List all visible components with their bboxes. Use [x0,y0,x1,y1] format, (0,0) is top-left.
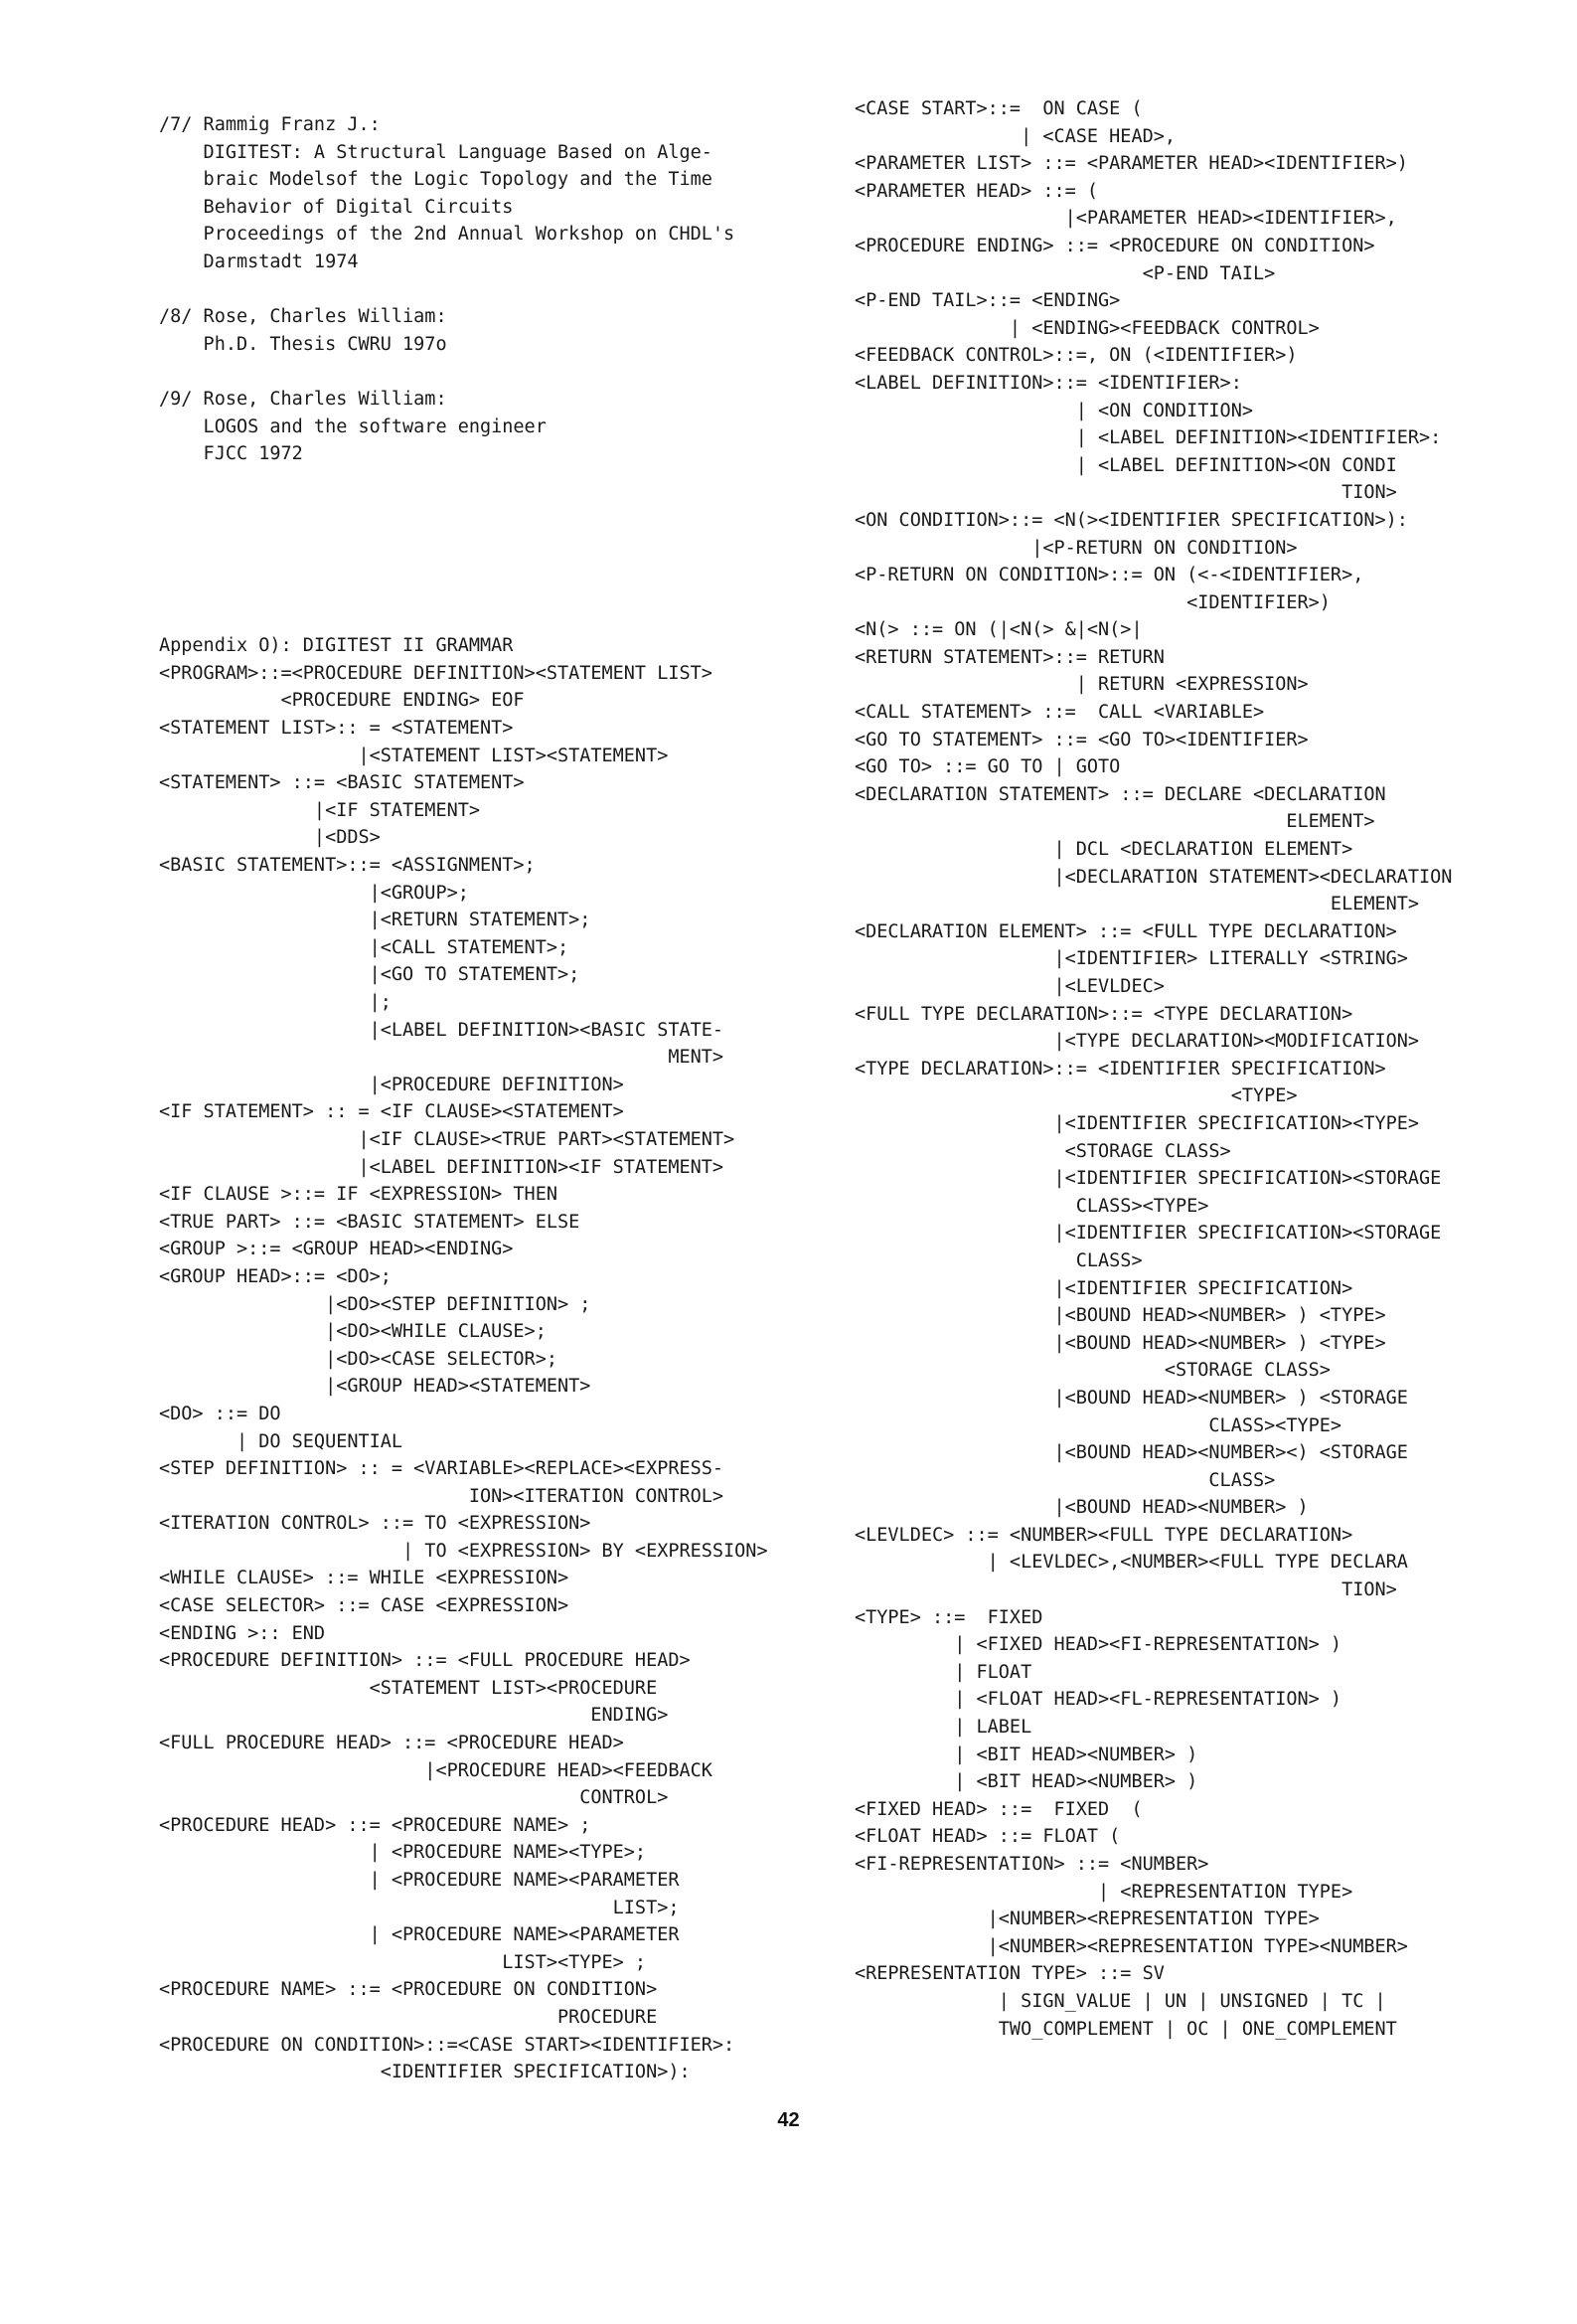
text-line: |<RETURN STATEMENT>; [159,910,591,931]
text-line: <DECLARATION STATEMENT> ::= DECLARE <DECLARATION [855,783,1386,805]
text-line: <PROCEDURE DEFINITION> ::= <FULL PROCEDURE HEAD> [159,1650,691,1672]
text-line: <P-END TAIL> [855,262,1276,284]
text-line: | <REPRESENTATION TYPE> [855,1881,1353,1903]
text-line: | SIGN_VALUE | UN | UNSIGNED | TC | [855,1990,1386,2012]
text-line: |<BOUND HEAD><NUMBER> ) <STORAGE [855,1387,1408,1409]
text-line: | <LABEL DEFINITION><IDENTIFIER>: [855,427,1442,449]
text-line: <DO> ::= DO [159,1403,281,1424]
text-line: |<DO><STEP DEFINITION> ; [159,1293,591,1315]
text-line: <GROUP HEAD>::= <DO>; [159,1265,392,1287]
text-line: <FULL PROCEDURE HEAD> ::= <PROCEDURE HEAD> [159,1733,624,1754]
text-line: FJCC 1972 [159,443,303,465]
text-line: |<PROCEDURE DEFINITION> [159,1074,624,1095]
text-line: <STORAGE CLASS> [855,1140,1231,1162]
text-line: | FLOAT [855,1661,1032,1683]
text-line: |<CALL STATEMENT>; [159,936,569,958]
text-line: |<IDENTIFIER SPECIFICATION><TYPE> [855,1112,1420,1134]
text-line: <LEVLDEC> ::= <NUMBER><FULL TYPE DECLARATION> [855,1524,1353,1546]
text-line: |<GO TO STATEMENT>; [159,964,580,986]
text-line: <PROGRAM>::=<PROCEDURE DEFINITION><STATEMENT LIST> [159,662,712,684]
text-line: TION> [855,482,1397,504]
text-line: <RETURN STATEMENT>::= RETURN [855,646,1165,668]
text-line: <PROCEDURE ENDING> EOF [159,690,525,712]
text-line: <IF CLAUSE >::= IF <EXPRESSION> THEN [159,1184,557,1206]
text-line: |<IF CLAUSE><TRUE PART><STATEMENT> [159,1128,735,1150]
text-line: | <PROCEDURE NAME><PARAMETER [159,1870,680,1891]
text-line: |<LEVLDEC> [855,976,1165,997]
text-line: <IDENTIFIER SPECIFICATION>): [159,2062,691,2083]
text-line: |<IDENTIFIER SPECIFICATION><STORAGE [855,1223,1442,1245]
text-line: <GROUP >::= <GROUP HEAD><ENDING> [159,1239,514,1260]
text-line: ION><ITERATION CONTROL> [159,1485,724,1507]
text-line: <STATEMENT> ::= <BASIC STATEMENT> [159,772,525,794]
text-line: <IDENTIFIER>) [855,591,1331,613]
text-line: PROCEDURE [159,2006,658,2028]
text-line: | <ON CONDITION> [855,400,1253,421]
text-line: |<DO><WHILE CLAUSE>; [159,1321,547,1343]
text-line: <FIXED HEAD> ::= FIXED ( [855,1798,1143,1820]
text-line: <PROCEDURE NAME> ::= <PROCEDURE ON CONDITION> [159,1979,658,2001]
text-line: <PARAMETER LIST> ::= <PARAMETER HEAD><IDENTIFIER>) [855,153,1408,175]
text-line: |<DDS> [159,827,381,849]
text-line: CONTROL> [159,1787,669,1809]
text-line: Proceedings of the 2nd Annual Workshop on CHDL's [159,224,735,246]
text-line: <PROCEDURE ENDING> ::= <PROCEDURE ON CONDITION> [855,235,1375,256]
text-line [159,578,855,605]
text-line: /9/ Rose, Charles William: [159,388,447,410]
text-line: <GO TO> ::= GO TO | GOTO [855,756,1121,778]
text-line: <GO TO STATEMENT> ::= <GO TO><IDENTIFIER> [855,729,1309,750]
text-line: braic Modelsof the Logic Topology and the Time [159,169,712,191]
text-line [159,551,855,579]
text-line: | <LABEL DEFINITION><ON CONDI [855,454,1397,476]
text-line: <CASE SELECTOR> ::= CASE <EXPRESSION> [159,1595,569,1617]
text-line: /7/ Rammig Franz J.: [159,114,381,135]
text-line: <STORAGE CLASS> [855,1360,1331,1382]
text-line: <FLOAT HEAD> ::= FLOAT ( [855,1826,1121,1848]
text-line: | <PROCEDURE NAME><PARAMETER [159,1924,680,1946]
text-line: | <ENDING><FEEDBACK CONTROL> [855,317,1320,339]
text-line: <P-END TAIL>::= <ENDING> [855,290,1121,312]
text-line: |<NUMBER><REPRESENTATION TYPE> [855,1909,1320,1930]
text-line: DIGITEST: A Structural Language Based on Alge- [159,141,712,163]
text-line: <FI-REPRESENTATION> ::= <NUMBER> [855,1854,1209,1875]
text-line: TION> [855,1579,1397,1601]
text-line: <REPRESENTATION TYPE> ::= SV [855,1963,1165,1985]
text-line: | TO <EXPRESSION> BY <EXPRESSION> [159,1540,768,1562]
text-line: |<PARAMETER HEAD><IDENTIFIER>, [855,208,1397,230]
text-line: |<TYPE DECLARATION><MODIFICATION> [855,1031,1420,1053]
text-line: <PARAMETER HEAD> ::= ( [855,180,1099,202]
text-line: <CASE START>::= ON CASE ( [855,98,1143,119]
text-line: |<NUMBER><REPRESENTATION TYPE><NUMBER> [855,1935,1408,1957]
text-line: ELEMENT> [855,811,1375,833]
text-line: | <FLOAT HEAD><FL-REPRESENTATION> ) [855,1689,1342,1711]
left-column [159,111,855,2086]
text-line: <IF STATEMENT> :: = <IF CLAUSE><STATEMENT> [159,1101,624,1123]
text-line: | <BIT HEAD><NUMBER> ) [855,1743,1198,1765]
text-line: <P-RETURN ON CONDITION>::= ON (<-<IDENTIFIER>, [855,565,1364,586]
text-line [159,523,855,551]
text-line: | <BIT HEAD><NUMBER> ) [855,1771,1198,1793]
text-line: | DCL <DECLARATION ELEMENT> [855,839,1353,861]
text-line: <TRUE PART> ::= <BASIC STATEMENT> ELSE [159,1211,580,1233]
text-line: | <FIXED HEAD><FI-REPRESENTATION> ) [855,1634,1342,1656]
text-line: |<BOUND HEAD><NUMBER> ) [855,1497,1309,1519]
text-line: | DO SEQUENTIAL [159,1430,403,1452]
text-line: LOGOS and the software engineer [159,415,547,437]
text-line: <TYPE> ::= FIXED [855,1606,1043,1628]
text-line: <TYPE DECLARATION>::= <IDENTIFIER SPECIFICATION> [855,1058,1386,1079]
text-line [159,495,855,523]
text-line: |<IDENTIFIER SPECIFICATION><STORAGE [855,1168,1442,1190]
text-line: ENDING> [159,1705,669,1727]
text-line: <BASIC STATEMENT>::= <ASSIGNMENT>; [159,855,536,877]
text-line: Appendix O): DIGITEST II GRAMMAR [159,635,514,657]
text-line [159,276,855,304]
text-line: <ITERATION CONTROL> ::= TO <EXPRESSION> [159,1513,591,1535]
text-line: <FEEDBACK CONTROL>::=, ON (<IDENTIFIER>) [855,345,1298,367]
text-line: |<DECLARATION STATEMENT><DECLARATION [855,866,1453,888]
text-line: <LABEL DEFINITION>::= <IDENTIFIER>: [855,372,1242,394]
text-line: |<BOUND HEAD><NUMBER> ) <TYPE> [855,1332,1386,1354]
text-line: |<DO><CASE SELECTOR>; [159,1348,557,1370]
text-line: CLASS><TYPE> [855,1414,1342,1436]
text-line: |<GROUP HEAD><STATEMENT> [159,1376,591,1398]
text-line: <N(> ::= ON (|<N(> &|<N(>| [855,619,1143,641]
text-line: LIST>; [159,1897,680,1918]
text-line: <PROCEDURE HEAD> ::= <PROCEDURE NAME> ; [159,1814,591,1836]
text-line: |<STATEMENT LIST><STATEMENT> [159,745,669,766]
text-line: <WHILE CLAUSE> ::= WHILE <EXPRESSION> [159,1568,569,1589]
text-line: | <LEVLDEC>,<NUMBER><FULL TYPE DECLARA [855,1552,1408,1574]
text-line: |<IDENTIFIER> LITERALLY <STRING> [855,948,1408,970]
text-line: |<LABEL DEFINITION><IF STATEMENT> [159,1156,724,1178]
right-column [855,95,1550,2043]
text-line: |<P-RETURN ON CONDITION> [855,537,1298,559]
text-line: <STEP DEFINITION> :: = <VARIABLE><REPLACE><EXPRESS- [159,1458,724,1480]
text-line [159,358,855,386]
text-line: TWO_COMPLEMENT | OC | ONE_COMPLEMENT [855,2018,1397,2040]
text-line: <ON CONDITION>::= <N(><IDENTIFIER SPECIFICATION>): [855,509,1408,531]
text-line: <FULL TYPE DECLARATION>::= <TYPE DECLARATION> [855,1003,1353,1025]
text-line: ELEMENT> [855,894,1420,915]
text-line [159,605,855,633]
text-line: |<LABEL DEFINITION><BASIC STATE- [159,1019,724,1041]
text-line: /8/ Rose, Charles William: [159,306,447,328]
text-line: Ph.D. Thesis CWRU 197o [159,333,447,355]
text-line: <PROCEDURE ON CONDITION>::=<CASE START><IDENTIFIER>: [159,2034,735,2056]
text-line: <TYPE> [855,1085,1298,1107]
text-line: <CALL STATEMENT> ::= CALL <VARIABLE> [855,702,1265,724]
text-line: <STATEMENT LIST>:: = <STATEMENT> [159,718,514,740]
text-line: |<IF STATEMENT> [159,799,481,821]
text-line: Behavior of Digital Circuits [159,196,514,218]
text-line: Darmstadt 1974 [159,250,359,272]
text-line: CLASS> [855,1469,1276,1491]
text-line: |<BOUND HEAD><NUMBER><) <STORAGE [855,1442,1408,1464]
text-line: <DECLARATION ELEMENT> ::= <FULL TYPE DECLARATION> [855,920,1397,942]
page-number: 42 [777,2109,800,2131]
text-line: CLASS><TYPE> [855,1195,1209,1217]
text-line: |<IDENTIFIER SPECIFICATION> [855,1277,1353,1299]
text-line: | LABEL [855,1717,1032,1739]
text-line: | <CASE HEAD>, [855,125,1177,147]
text-line: |<PROCEDURE HEAD><FEEDBACK [159,1759,712,1781]
text-line: |<BOUND HEAD><NUMBER> ) <TYPE> [855,1305,1386,1327]
text-line: CLASS> [855,1249,1143,1271]
text-line: |; [159,992,392,1013]
text-line: <STATEMENT LIST><PROCEDURE [159,1677,658,1699]
text-line: <ENDING >:: END [159,1622,326,1644]
text-line: | RETURN <EXPRESSION> [855,674,1309,696]
text-line: MENT> [159,1047,724,1069]
text-line: |<GROUP>; [159,882,469,904]
text-line: | <PROCEDURE NAME><TYPE>; [159,1842,647,1864]
text-line: LIST><TYPE> ; [159,1951,647,1973]
text-line [159,468,855,496]
